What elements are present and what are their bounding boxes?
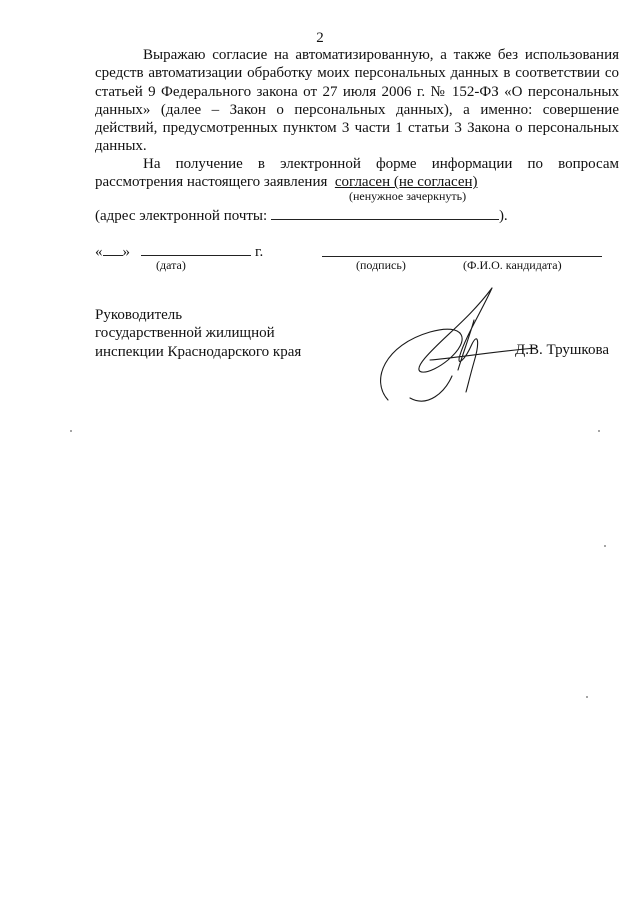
scan-speck (586, 696, 588, 698)
official-title-line-1: Руководитель (95, 307, 183, 323)
consent-choice: согласен (не согласен) (334, 174, 478, 191)
official-title-line-3: инспекции Краснодарского края (95, 343, 302, 360)
scan-speck (598, 430, 600, 432)
strike-hint: (ненужное зачеркнуть) (349, 189, 467, 203)
open-quote: « (95, 244, 103, 260)
electronic-info-text: На получение в электронной форме информации по вопросам рассмотрения настоящего заявления (95, 156, 619, 191)
official-name: Д.В. Трушкова (515, 342, 609, 358)
date-caption: (дата) (156, 258, 186, 272)
signature-caption: (подпись) (356, 258, 406, 272)
scan-speck (70, 430, 72, 432)
official-title-line-2: государственной жилищной (95, 325, 275, 342)
scan-speck (604, 545, 606, 547)
official-title (95, 306, 301, 361)
day-blank (103, 241, 123, 256)
email-close: ). (498, 208, 508, 224)
signature-line (322, 256, 602, 257)
email-line (95, 205, 508, 225)
close-quote: » (122, 244, 130, 260)
consent-text: Выражаю согласие на автоматизированную, а также без использования средств автоматизации обработку моих персональных данных в соответствии со статьей 9 Федерального закона от 27 июля 2006 г. № 152-ФЗ «О персональных данных» (далее – Закон о персональных данных), а именно: совершение действий, предусмотренных пунктом 3 части 1 статьи 3 Закона о персональных данных. (95, 47, 619, 155)
name-caption: (Ф.И.О. кандидата) (463, 258, 562, 272)
consent-paragraph (95, 46, 619, 156)
email-label: (адрес электронной почты: (95, 208, 268, 224)
email-blank (271, 205, 499, 220)
month-blank (141, 241, 251, 256)
electronic-info-paragraph (95, 155, 619, 192)
year-suffix: г. (255, 244, 264, 260)
page-number: 2 (316, 30, 324, 46)
